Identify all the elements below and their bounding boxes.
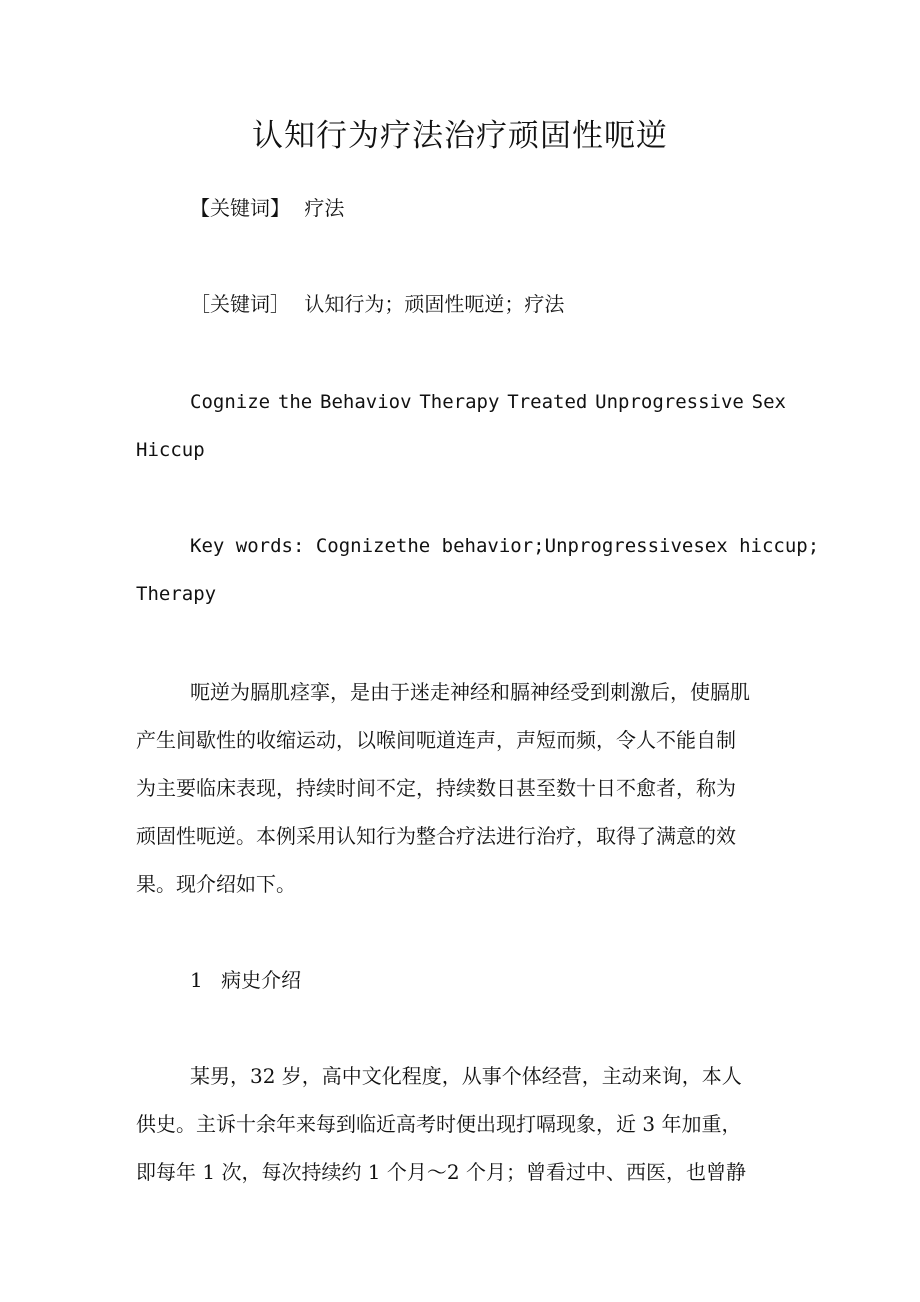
document-title: 认知行为疗法治疗顽固性呃逆 — [252, 118, 668, 154]
keywords-label: ［关键词］ — [190, 292, 290, 316]
history-paragraph-line-3: 即每年 1 次，每次持续约 1 个月～2 个月；曾看过中、西医，也曾静 — [136, 1160, 746, 1184]
keywords-label: 【关键词】 — [190, 196, 290, 220]
keywords-cn-line-2 — [190, 280, 786, 328]
english-title-line-2: Hiccup — [136, 439, 205, 461]
english-keywords-line-1 — [190, 522, 820, 570]
intro-paragraph-line-1: 呃逆为膈肌痉挛，是由于迷走神经和膈神经受到刺激后，使膈肌 — [190, 680, 750, 704]
english-keywords-part: sex hiccup; — [693, 535, 820, 557]
english-title-word: Behaviov — [320, 391, 412, 413]
english-keywords-part: Key words: Cognize — [190, 535, 396, 557]
english-title-word: the — [277, 391, 313, 413]
english-title-word: Therapy — [419, 391, 500, 413]
intro-paragraph-line-3: 为主要临床表现，持续时间不定，持续数日甚至数十日不愈者，称为 — [136, 776, 736, 800]
keywords-value: 认知行为；顽固性呃逆；疗法 — [304, 292, 565, 316]
english-keywords-part: the behavior; — [395, 535, 545, 557]
keywords-cn-line-1 — [190, 184, 786, 232]
section-heading — [190, 956, 786, 1004]
english-keywords-line-2: Therapy — [136, 583, 217, 605]
intro-paragraph-line-5: 果。现介绍如下。 — [136, 872, 296, 896]
english-title-word: Sex — [751, 391, 786, 413]
english-title-line-1 — [190, 378, 786, 426]
history-paragraph-line-1: 某男，32 岁，高中文化程度，从事个体经营，主动来询，本人 — [190, 1064, 742, 1088]
keywords-value: 疗法 — [304, 196, 345, 220]
intro-paragraph-line-2: 产生间歇性的收缩运动，以喉间呃道连声，声短而频，令人不能自制 — [136, 728, 736, 752]
intro-paragraph-line-4: 顽固性呃逆。本例采用认知行为整合疗法进行治疗，取得了满意的效 — [136, 824, 736, 848]
english-keywords-part: Unprogressive — [544, 535, 694, 557]
english-title-word: Treated — [507, 391, 588, 413]
english-title-word: Cognize — [190, 391, 271, 413]
section-number: 1 — [190, 968, 203, 992]
english-title-word: Unprogressive — [595, 391, 744, 413]
section-title: 病史介绍 — [221, 968, 302, 992]
history-paragraph-line-2: 供史。主诉十余年来每到临近高考时便出现打嗝现象，近 3 年加重， — [136, 1112, 742, 1136]
